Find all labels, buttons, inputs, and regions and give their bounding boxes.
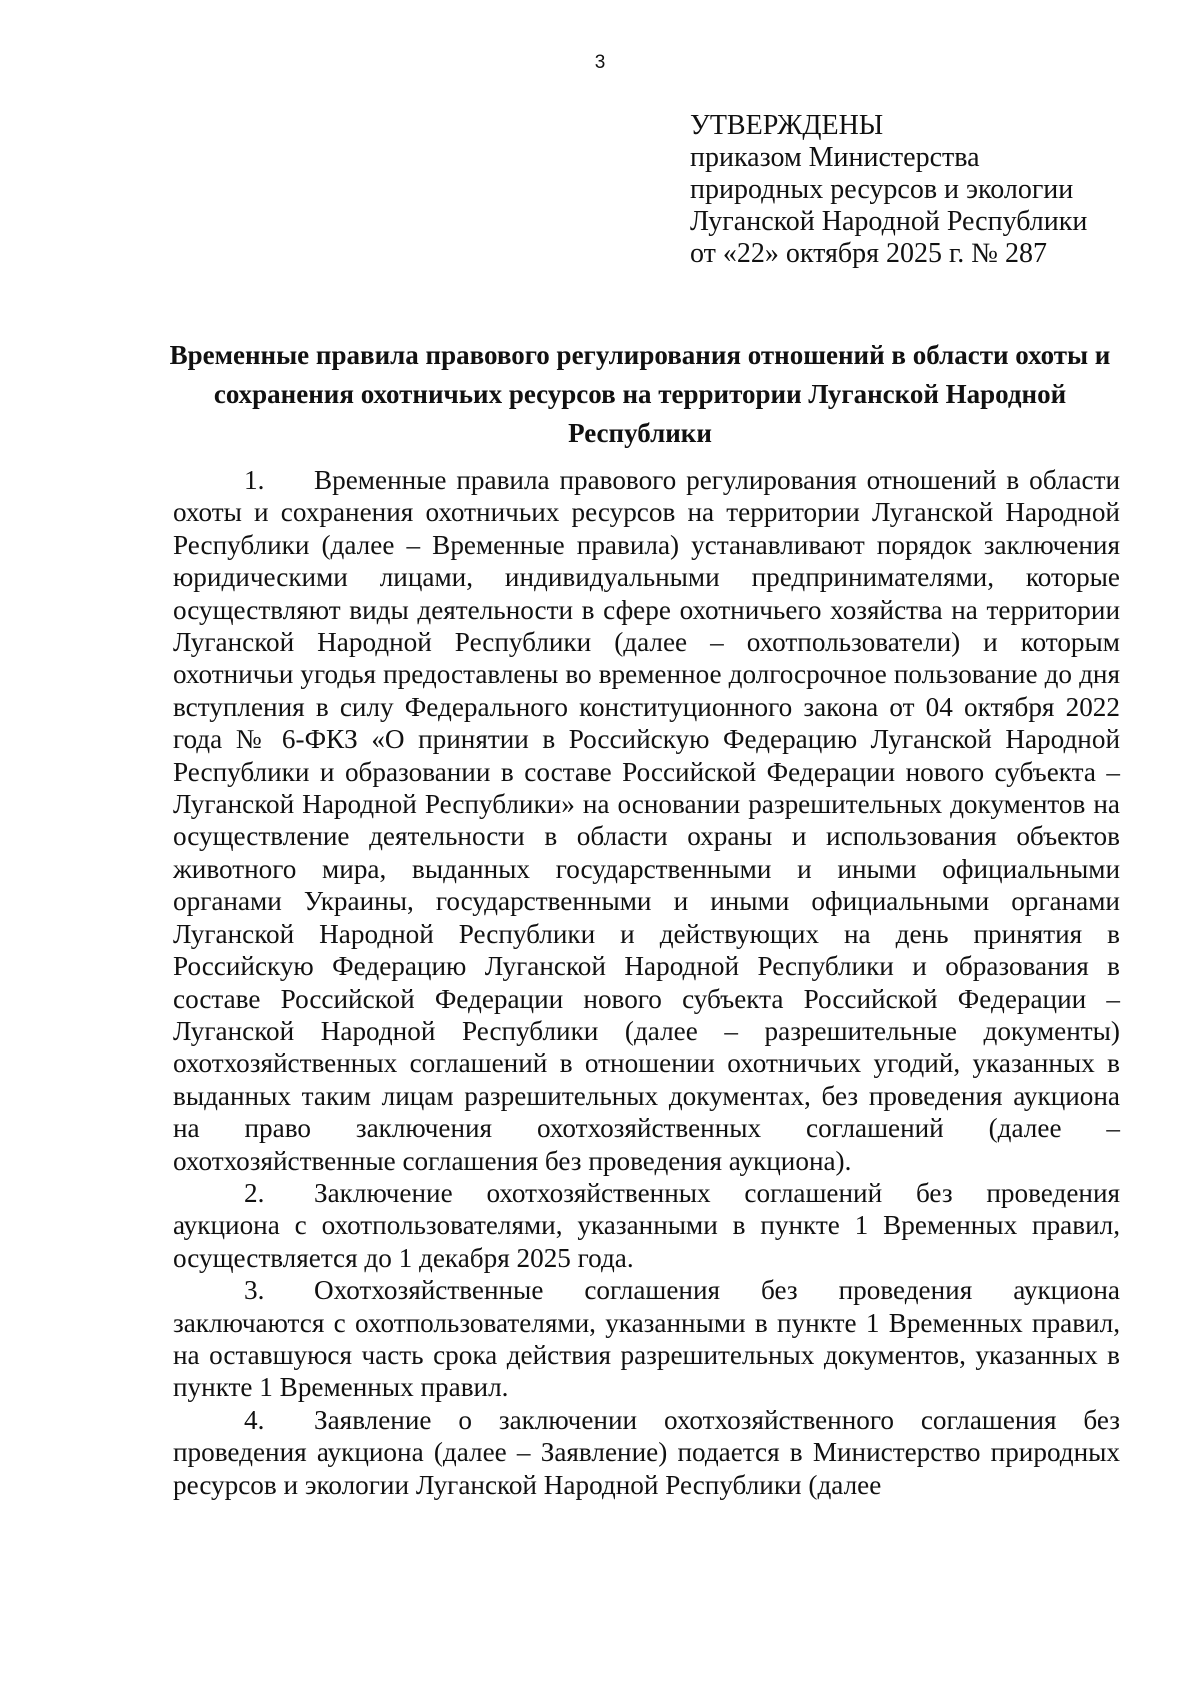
approval-line: Луганской Народной Республики [690,206,1088,237]
clause-4 [173,1404,1120,1501]
approval-order-date: от «22» октября 2025 г. № 287 [690,238,1048,269]
approval-heading: УТВЕРЖДЕНЫ [690,110,884,141]
clause-2 [173,1177,1120,1274]
clause-text: Заявление о заключении охотхозяйственного соглашения без проведения аукциона (далее – Заявление) подается в Министерство природных ресурсов и экологии Луганской Народной Республики (далее [173,1404,1120,1500]
clause-text: Временные правила правового регулирования отношений в области охоты и сохранения охотничьих ресурсов на территории Луганской Народной Республики (далее – Временные правила) устанавливают порядок заключения юридическими лицами, индивидуальными предпринимателями, которые осуществляют виды деятельности в сфере охотничьего хозяйства на территории Луганской Народной Республики (далее – охотпользователи) и которым охотничьи угодья предоставлены во временное долгосрочное пользование до дня вступления в силу Федерального конституционного закона от 04 октября 2022 года № 6-ФКЗ «О принятии в Российскую Федерацию Луганской Народной Республики и образовании в составе Российской Федерации нового субъекта – Луганской Народной Республики» на основании разрешительных документов на осуществление деятельности в области охраны и использования объектов животного мира, выданных государственными и иными официальными органами Украины, государственными и иными официальными органами Луганской Народной Республики и действующих на день принятия в Российскую Федерацию Луганской Народной Республики и образования в составе Российской Федерации нового субъекта Российской Федерации – Луганской Народной Республики (далее – разрешительные документы) охотхозяйственных соглашений в отношении охотничьих угодий, указанных в выданных таким лицам разрешительных документах, без проведения аукциона на право заключения охотхозяйственных соглашений (далее – охотхозяйственные соглашения без проведения аукциона). [173,465,1120,1176]
clause-number: 3. [244,1275,265,1306]
clause-3 [173,1274,1120,1404]
clause-text: Охотхозяйственные соглашения без проведения аукциона заключаются с охотпользователями, указанными в пункте 1 Временных правил, на оставшуюся часть срока действия разрешительных документов, указанных в пункте 1 Временных правил. [173,1275,1120,1403]
document-title: Временные правила правового регулирования отношений в области охоты и сохранения охотничьих ресурсов на территории Луганской Народной Республики [169,340,1111,448]
clause-number: 2. [244,1177,265,1208]
approval-line: природных ресурсов и экологии [690,174,1074,205]
document-body [173,464,1120,1501]
clause-number: 1. [244,465,265,495]
clause-1 [173,464,1120,1177]
clause-number: 4. [244,1404,265,1435]
approval-line: приказом Министерства [690,142,980,173]
page-number: 3 [594,52,606,73]
approval-stamp [690,110,1087,270]
clause-text: Заключение охотхозяйственных соглашений без проведения аукциона с охотпользователями, указанными в пункте 1 Временных правил, осуществляется до 1 декабря 2025 года. [173,1177,1120,1273]
